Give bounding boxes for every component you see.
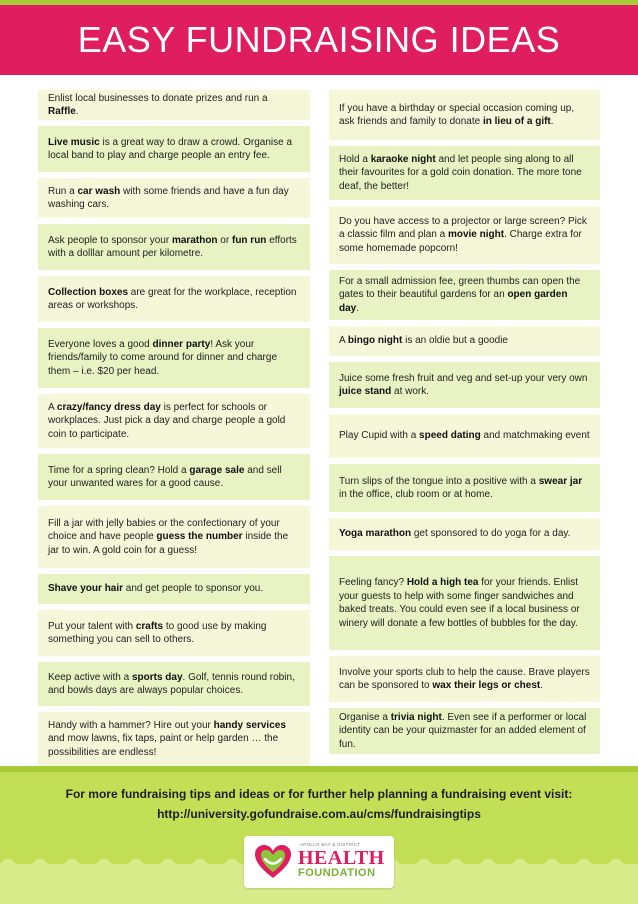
- idea-text: [339, 429, 590, 443]
- idea-text: [339, 215, 590, 256]
- heart-logo-icon: [254, 844, 292, 880]
- idea-text: [339, 334, 508, 348]
- footer-line: For more fundraising tips and ideas or for further help planning a fundraising event visit:: [65, 787, 573, 801]
- logo-health-text: HEALTH: [298, 847, 385, 869]
- idea-highlight: handy services: [213, 719, 286, 731]
- idea-highlight: trivia night: [390, 711, 442, 723]
- idea-box: [329, 414, 600, 458]
- idea-text-part: If you have a birthday or special occasion coming up, ask friends and family to donate: [339, 102, 575, 127]
- idea-text-part: .: [540, 680, 544, 691]
- idea-box: [329, 146, 600, 200]
- idea-highlight: car wash: [77, 185, 121, 197]
- idea-text-part: Ask people to sponsor your: [48, 234, 172, 246]
- idea-text: [339, 576, 590, 630]
- idea-box: [38, 574, 310, 604]
- idea-text-part: Feeling fancy?: [339, 577, 407, 588]
- idea-text-part: .: [356, 302, 360, 314]
- idea-box: [38, 328, 310, 388]
- idea-box: [329, 556, 600, 650]
- idea-text-part: to good use by making something you can sell to others.: [48, 620, 267, 645]
- idea-box: [38, 178, 310, 218]
- idea-text-part: get sponsored to do yoga for a day.: [411, 528, 571, 540]
- idea-text: [48, 620, 300, 647]
- idea-highlight: marathon: [171, 234, 218, 246]
- idea-text-part: Organise a: [339, 711, 391, 723]
- header-banner: [0, 5, 638, 75]
- idea-text-part: For a small admission fee, green thumbs can open the gates to their beautiful gardens for an: [339, 275, 581, 301]
- idea-text-part: Handy with a hammer? Hire out your: [48, 719, 214, 731]
- idea-highlight: crafts: [135, 620, 164, 632]
- idea-highlight: movie night: [447, 229, 505, 241]
- idea-text-part: with some friends and have a fun day washing cars.: [48, 185, 289, 210]
- idea-text: [48, 582, 263, 596]
- idea-text-part: are great for the workplace, reception areas or workshops.: [48, 286, 297, 311]
- idea-box: [329, 326, 600, 356]
- idea-box: [38, 454, 310, 500]
- idea-text: [48, 464, 300, 491]
- idea-box: [329, 656, 600, 702]
- idea-highlight: guess the number: [156, 531, 243, 543]
- idea-text-part: is an oldie but a goodie: [402, 335, 508, 347]
- idea-text-part: Juice some fresh fruit and veg and set-up your very own: [339, 372, 588, 384]
- idea-text-part: Do you have access to a projector or large screen? Pick a classic film and plan a: [339, 215, 587, 241]
- idea-text: [48, 671, 300, 698]
- idea-text-part: . Golf, tennis round robin, and bowls days are always popular choices.: [48, 671, 295, 696]
- idea-text-part: .: [550, 116, 554, 127]
- idea-box: [38, 506, 310, 568]
- page-title: EASY FUNDRAISING IDEAS: [77, 19, 561, 60]
- idea-text-part: Keep active with a: [48, 671, 132, 683]
- idea-box: [38, 394, 310, 448]
- idea-text-part: and let people sing along to all their favourites for a gold coin donation. The more tone deaf, the better!: [339, 153, 582, 192]
- idea-highlight: Hold a high tea: [406, 577, 479, 588]
- idea-highlight: garage sale: [189, 464, 245, 476]
- idea-text: [339, 475, 590, 502]
- idea-highlight: dinner party: [152, 338, 211, 350]
- idea-box: [329, 270, 600, 320]
- idea-highlight: Raffle: [48, 106, 76, 117]
- idea-box: [38, 662, 310, 706]
- idea-text-part: is perfect for schools or workplaces. Just pick a day and charge people a gold coin to participate.: [48, 401, 286, 440]
- idea-box: [329, 708, 600, 754]
- idea-highlight: Collection boxes: [48, 286, 129, 298]
- idea-text: [339, 711, 590, 752]
- idea-text: [48, 92, 300, 119]
- idea-text: [48, 517, 300, 558]
- idea-highlight: bingo night: [347, 335, 403, 347]
- idea-text: [48, 286, 300, 313]
- idea-box: [329, 518, 600, 550]
- idea-highlight: open garden day: [339, 289, 568, 314]
- idea-text-part: for your friends. Enlist your guests to help with some finger sandwiches and baked treats. You could even see if a local business or winery will donate a few bottles of bubbles for the day.: [339, 577, 580, 629]
- idea-text-part: and get people to sponsor you.: [123, 583, 264, 595]
- idea-text-part: Everyone loves a good: [48, 338, 153, 350]
- health-foundation-logo: [244, 836, 394, 888]
- idea-highlight: Yoga marathon: [339, 528, 412, 540]
- idea-text-part: and sell your unwanted wares for a good cause.: [48, 464, 282, 489]
- idea-text: [339, 372, 590, 399]
- idea-text-part: Involve your sports club to help the cause. Brave players can be sponsored to: [339, 666, 590, 691]
- idea-box: [38, 712, 310, 766]
- idea-text: [339, 666, 590, 693]
- idea-highlight: karaoke night: [370, 153, 436, 165]
- idea-box: [38, 610, 310, 656]
- idea-text-part: . Even see if a performer or local identity can be your quizmaster for an added element of fun.: [339, 711, 587, 750]
- idea-text-part: and mow lawns, fix taps, paint or help garden … the possibilities are endless!: [48, 733, 279, 758]
- idea-text-part: A: [48, 401, 57, 413]
- idea-box: [38, 224, 310, 270]
- idea-box: [329, 362, 600, 408]
- logo-foundation-text: FOUNDATION: [298, 867, 376, 879]
- footer-text: [0, 784, 638, 824]
- idea-text-part: at work.: [391, 386, 430, 397]
- idea-highlight: sports day: [131, 671, 183, 683]
- idea-text-part: and matchmaking event: [480, 430, 590, 442]
- idea-highlight: crazy/fancy dress day: [56, 401, 161, 413]
- idea-text-part: is a great way to draw a crowd. Organise a local band to play and charge people an entry fee.: [48, 136, 293, 161]
- idea-text: [48, 136, 300, 163]
- idea-text-part: ! Ask your friends/family to come around for dinner and charge them – i.e. $20 per head.: [48, 338, 278, 377]
- idea-highlight: juice stand: [339, 386, 392, 397]
- idea-highlight: swear jar: [538, 475, 583, 487]
- idea-box: [38, 276, 310, 322]
- idea-text-part: .: [75, 106, 79, 117]
- idea-text-part: in the office, club room or at home.: [339, 489, 493, 500]
- idea-text: [48, 234, 300, 261]
- idea-text-part: inside the jar to win. A gold coin for a guess!: [48, 531, 289, 556]
- logo-district-text: APOLLO BAY & DISTRICT: [300, 842, 361, 847]
- idea-text-part: Hold a: [339, 153, 371, 165]
- idea-text-part: A: [339, 335, 348, 347]
- idea-text-part: or: [217, 234, 232, 246]
- idea-box: [38, 90, 310, 120]
- idea-text: [48, 185, 300, 212]
- idea-highlight: speed dating: [419, 430, 481, 442]
- idea-highlight: Shave your hair: [48, 583, 124, 595]
- idea-text-part: Play Cupid with a: [339, 430, 420, 442]
- idea-text-part: Put your talent with: [48, 620, 136, 632]
- idea-box: [329, 464, 600, 512]
- idea-text-part: efforts with a dolllar amount per kilometre.: [48, 234, 297, 259]
- idea-box: [329, 90, 600, 140]
- idea-text-part: Turn slips of the tongue into a positive with a: [339, 475, 539, 487]
- footer-url-link[interactable]: http://university.gofundraise.com.au/cms/fundraisingtips: [157, 807, 481, 821]
- idea-text: [339, 527, 570, 541]
- idea-text: [339, 153, 590, 194]
- idea-text-part: Fill a jar with jelly babies or the confectionary of your choice and have people: [48, 517, 280, 543]
- idea-highlight: in lieu of a gift: [482, 116, 551, 127]
- idea-text-part: Run a: [48, 185, 78, 197]
- idea-text-part: . Charge extra for some homemade popcorn!: [339, 229, 582, 254]
- idea-highlight: Live music: [48, 136, 100, 148]
- idea-text: [339, 275, 590, 316]
- idea-text: [48, 719, 300, 760]
- idea-text: [48, 338, 300, 379]
- idea-highlight: wax their legs or chest: [432, 680, 541, 691]
- idea-box: [38, 126, 310, 172]
- idea-text: [48, 401, 300, 442]
- idea-text-part: Enlist local businesses to donate prizes and run a: [48, 92, 268, 104]
- idea-box: [329, 206, 600, 264]
- idea-highlight: fun run: [231, 234, 267, 246]
- idea-text: [339, 102, 590, 129]
- idea-text-part: Time for a spring clean? Hold a: [48, 464, 190, 476]
